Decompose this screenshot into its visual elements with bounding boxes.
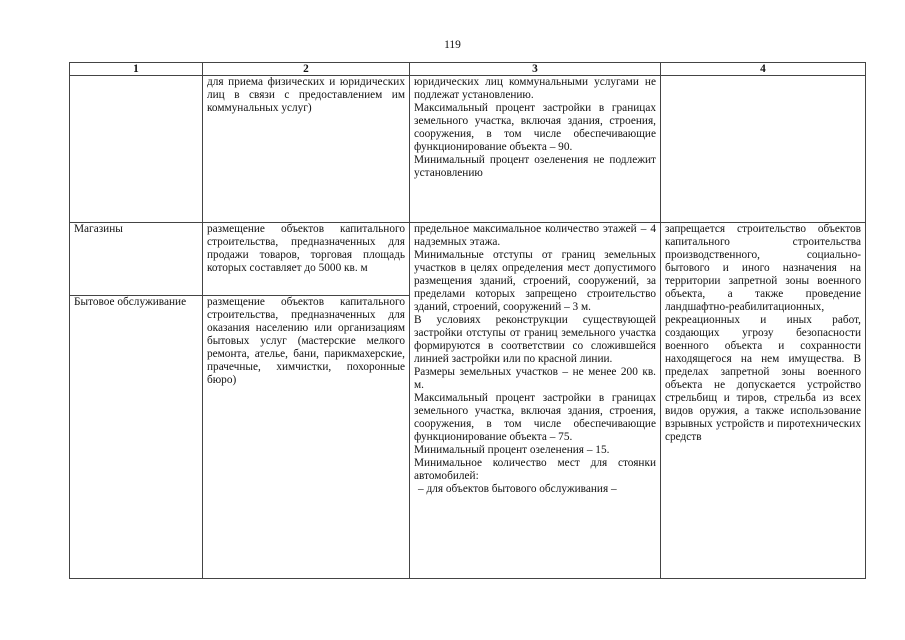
use-name-stores: Магазины	[70, 223, 202, 296]
paragraph: – для объектов бытового обслуживания –	[418, 483, 617, 495]
cell-col2-descriptions	[203, 223, 410, 579]
page-number: 119	[444, 39, 461, 51]
paragraph: В условиях реконструкции существующей застройки отступы от границ земельного участка формируются в соответствии со сложившейся линией застройки или по красной линии.	[414, 314, 656, 365]
header-cell: 3	[410, 63, 661, 76]
header-cell: 1	[70, 63, 203, 76]
header-cell: 4	[661, 63, 866, 76]
cell-col1-empty	[70, 76, 203, 223]
paragraph: Минимальный процент озеленения – 15.	[414, 444, 610, 456]
paragraph: Максимальный процент застройки в границах земельного участка, включая здания, строения, сооружения, в том числе обеспечивающие функционирование объекта – 75.	[414, 392, 656, 443]
description-stores: размещение объектов капитального строительства, предназначенных для продажи товаров, торговая площадь которых составляет до 5000 кв. м	[203, 223, 409, 296]
paragraph: Максимальный процент застройки в границах земельного участка, включая здания, строения, сооружения, в том числе обеспечивающие функционирование объекта – 90.	[414, 102, 656, 153]
paragraph: предельное максимальное количество этажей – 4 надземных этажа.	[414, 223, 656, 248]
cell-col3-continuation	[410, 76, 661, 223]
cell-col4-empty	[661, 76, 866, 223]
paragraph: Минимальное количество мест для стоянки автомобилей:	[414, 457, 656, 482]
table-header-row	[70, 63, 866, 76]
paragraph: Минимальные отступы от границ земельных участков в целях определения мест допустимого размещения зданий, строений, сооружений, за пределами которых запрещено строительство зданий, строений, сооружений – 3 м.	[414, 249, 656, 313]
cell-col4-restrictions: запрещается строительство объектов капитального строительства производственного, социально-бытового и иного назначения на территории запретной зоны военного объекта, а также проведение ландшафтно-реабилитационных, рекреационных и иных работ, создающих угрозу безопасности военного объекта и сохранности находящегося на нем имущества. В пределах запретной зоны военного объекта не допускается устройство стрельбищ и тиров, стрельба из всех видов оружия, а также использование взрывных устройств и пиротехнических средств	[661, 223, 866, 579]
description-services: размещение объектов капитального строительства, предназначенных для оказания населению или организациям бытовых услуг (мастерские мелкого ремонта, ателье, бани, парикмахерские, прачечные, химчистки, похоронные бюро)	[207, 296, 405, 386]
paragraph: юридических лиц коммунальными услугами не подлежат установлению.	[414, 76, 656, 101]
use-name-services: Бытовое обслуживание	[74, 296, 187, 308]
table-row	[70, 223, 866, 579]
header-cell: 2	[203, 63, 410, 76]
regulations-table	[69, 62, 866, 579]
paragraph: Минимальный процент озеленения не подлежит установлению	[414, 154, 656, 179]
paragraph: Размеры земельных участков – не менее 200 кв. м.	[414, 366, 656, 391]
cell-col3-parameters	[410, 223, 661, 579]
table-row	[70, 76, 866, 223]
cell-col2-continuation: для приема физических и юридических лиц в связи с предоставлением им коммунальных услуг)	[203, 76, 410, 223]
cell-col1-uses	[70, 223, 203, 579]
